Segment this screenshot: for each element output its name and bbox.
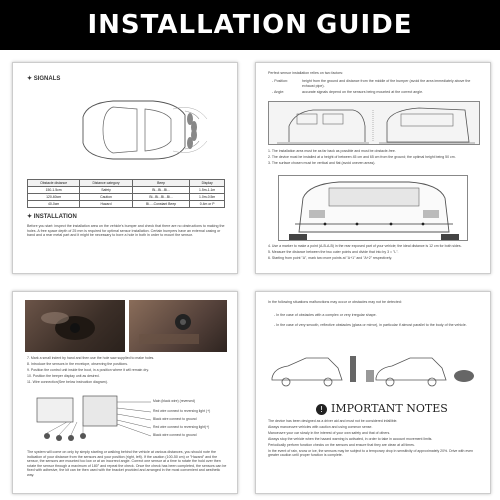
banner-title-guide: GUIDE (316, 10, 413, 40)
col-header-obstacle: Obstacle distance (28, 180, 80, 187)
diagram-label: Black wire connect to ground (153, 433, 197, 437)
car-side-diagram-icon (269, 102, 480, 145)
table-cell: Bi...Bi...Bi...Bi... (132, 194, 190, 201)
bumper-side-diagram (268, 101, 480, 145)
table-cell: Caution (80, 194, 133, 201)
warning-icon: ! (316, 404, 327, 415)
list-item: 2. The device must be installed at a height of between 45 cm and 65 cm from the ground; the optimal height being 50 cm. (268, 155, 456, 159)
table-row (28, 201, 225, 208)
list-item: Periodically perform function checks on the sensors and ensure that they are clean at all times. (268, 443, 415, 447)
signals-heading: ✦ SIGNALS (27, 76, 61, 82)
list-item: Manoeuvre your car slowly in the interest of your own safety and that of others. (268, 431, 391, 435)
table-cell: Safety (80, 187, 133, 194)
car-top-view-icon (73, 89, 213, 171)
list-item: Always manoeuvre vehicles with caution and using common sense. (268, 425, 373, 429)
list-item: In the event of rain, snow or ice, the sensors may be subject to a temporary drop in sensitivity of approximately 20%. Drive with even greater caution until proper function is complete. (268, 449, 474, 458)
col-header-category: Distance category (80, 180, 133, 187)
malfunction-intro: In the following situations malfunctions may occur or obstacles may not be detected: (268, 300, 402, 304)
table-cell: 120-60cm (28, 194, 80, 201)
diagram-label: Main (black wire) (reversed) (153, 399, 196, 403)
wiring-diagram (27, 392, 227, 448)
list-item: Always stop the vehicle when the hazard warning is activated, in order to take in account movement limits. (268, 437, 433, 441)
list-item: 10. Position the beeper display unit as desired. (27, 374, 100, 378)
list-item: 11. Wire connection(See below instruction diagram). (27, 380, 108, 384)
car-rear-diagram-icon (279, 176, 468, 241)
car-obstacle-icon (266, 338, 482, 398)
table-cell: Hazard (80, 201, 133, 208)
list-item: 7. Mark a small indent by hand and then use the hole saw supplied to make holes. (27, 356, 155, 360)
drilling-photo (25, 300, 125, 352)
col-header-beep: Beep (132, 180, 190, 187)
table-cell: 40-0cm (28, 201, 80, 208)
col-header-display: Display (190, 180, 225, 187)
sensor-mounting-icon (129, 300, 227, 352)
notes-list (268, 419, 482, 459)
hole-saw-icon (25, 300, 125, 352)
table-row (28, 194, 225, 201)
steps-list-1-3 (268, 149, 480, 167)
diagram-label: Black wire connect to ground (153, 417, 197, 421)
panel-sensor-position (255, 62, 491, 274)
malfunction-bullet: - In the case of very smooth, reflective obstacles (glass or mirror), in particular if almost parallel to the body of the vehicle. (274, 323, 467, 327)
steps-list-4-6 (268, 244, 480, 262)
signals-table (27, 179, 225, 208)
list-item: 1. The installation area must be as far back as possible and must be obstacle-free. (268, 149, 396, 153)
diagram-label: Red wire connect to reversing light(+) (153, 425, 210, 429)
malfunction-bullet: - In the case of obstacles with a complex or very irregular shape. (274, 313, 377, 317)
intro-text: Perfect sensor installation relies on two factors: (268, 71, 344, 75)
diagram-label: Red wire connect to reversing light (+) (153, 409, 211, 413)
sensor-photo (129, 300, 227, 352)
table-cell: 1.0m-0.5m (190, 194, 225, 201)
list-item: 6. Starting from point "A", mark two more points at "A+1" and "A+2" respectively. (268, 256, 393, 260)
installation-text: Before you start: inspect the installation area on the vehicle's bumper and check that there are no obstructions to making the holes. A free space depth of 25 mm is required for optimal sensor installation. Certain bumpers have an external casing or band and a rear metal part and it might be necessary to bore a hole in both in order to mount the sensor. (27, 224, 225, 238)
marking-points-diagram (278, 175, 468, 241)
signals-table-header-row (28, 180, 225, 187)
panel-wiring (12, 291, 238, 494)
important-notes-title: IMPORTANT NOTES (331, 402, 448, 415)
table-cell: 0.4m or P (190, 201, 225, 208)
table-cell: Bi.....Constant Beep (132, 201, 190, 208)
banner-title-installation: INSTALLATION (87, 10, 309, 40)
table-cell: 1.5m-1.1m (190, 187, 225, 194)
list-item: 5. Measure the distance between the two outer points and divide that into by 3 = "L". (268, 250, 399, 254)
list-item: 8. Introduce the sensors in the envelope, observing the positions. (27, 362, 128, 366)
table-cell: Bi...Bi...Bi... (132, 187, 190, 194)
installation-heading: ✦ INSTALLATION (27, 214, 77, 220)
position-label: - Position: (272, 79, 288, 83)
list-item: 3. The surface chosen must be vertical and flat (avoid uneven areas). (268, 161, 376, 165)
list-item: The device has been designed as a driver aid and must not be considered infallible. (268, 419, 398, 423)
panel-signals (12, 62, 238, 274)
steps-list-7-11 (27, 356, 227, 386)
table-row (28, 187, 225, 194)
panel-important-notes (255, 291, 491, 494)
important-notes-heading (316, 402, 448, 415)
list-item: 9. Position the control unit inside the boot, in a position where it will remain dry. (27, 368, 149, 372)
title-banner (0, 0, 500, 50)
list-item: 4. Use a marker to make a point (A-B-A-B) in the rear exposed part of your vehicle; the ideal distance is 12 cm for both sides. (268, 244, 462, 248)
obstacle-examples-diagram (266, 338, 482, 398)
angle-label: - Angle: (272, 90, 285, 94)
angle-text: accurate signals depend on the sensors being mounted at the correct angle. (302, 90, 424, 94)
position-text: height from the ground and distance from the middle of the bumper (avoid the area immediately above the exhaust pipe). (302, 79, 471, 88)
table-cell: 150-1.5cm (28, 187, 80, 194)
system-check-text: The system will come on only by simply starting or walking behind the vehicle at various distances, you should note the indication of your distance from the sensors and your position (right, left). If the caution (100-50 cm) or "Hazard" and the sensor, the sensors are mounted too low or at an incorrect angle. Correct one sensor at a time to rotate the hold over then rotate the sensor through a maximum of 180° and repeat the check. Once the check has been completed, the sensors can be fixed with adhesive, the kit can be then used with the bracket provided and arranged in the most convenient and aesthetic way. (27, 450, 227, 477)
